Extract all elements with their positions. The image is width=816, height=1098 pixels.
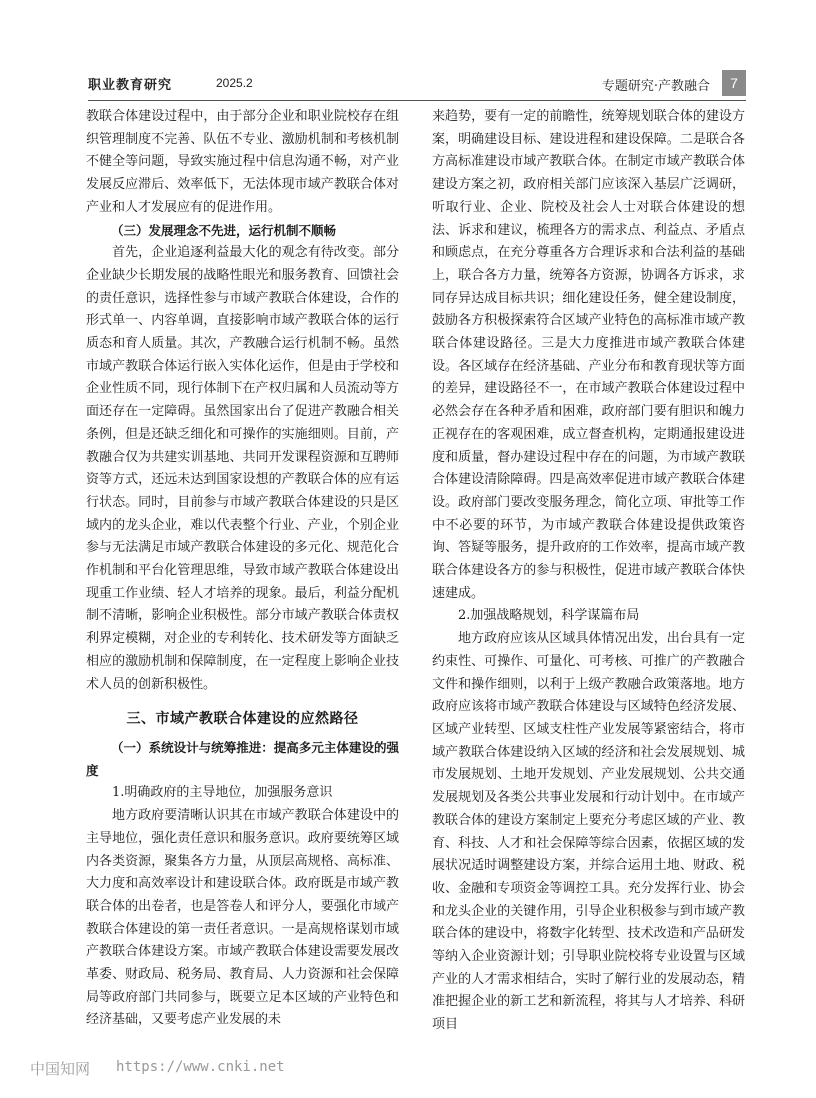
sub-subsection-heading: 1.明确政府的主导地位，加强服务意识 xyxy=(112,785,333,801)
section-title: 专题研究·产教融合 xyxy=(601,79,710,94)
section-heading: 三、市域产教联合体建设的应然路径 xyxy=(126,711,359,728)
page-header xyxy=(88,72,746,98)
left-column xyxy=(86,106,399,1032)
right-column xyxy=(432,106,745,1037)
journal-name: 职业教育研究 xyxy=(88,78,173,93)
page-number: 7 xyxy=(722,70,746,96)
cnki-watermark: 中国知网 xyxy=(30,1060,91,1078)
subsection-heading: （一）系统设计与统筹推进：提高多元主体建设的强度 xyxy=(86,739,399,778)
sub-subsection-heading: 2.加强战略规划，科学谋篇布局 xyxy=(458,608,640,624)
paragraph: 地方政府要清晰认识其在市域产教联合体建设中的主导地位，强化责任意识和服务意识。政府要统筹区域内各类资源，聚集各方力量，从顶层高规格、高标准、大力度和高效率设计和建设联合体。政府既是市域产教联合体的出卷者，也是答卷人和评分人，要强化市域产教联合体建设的第一责任者意识。一是高规格谋划市域产教联合体建设方案。市域产教联合体建设需要发展改革委、财政局、税务局、教育局、人力资源和社会保障局等政府部门共同参与，既要立足本区域的产业特色和经济基础，又要考虑产业发展的未 xyxy=(86,808,399,1028)
header-divider xyxy=(88,100,746,101)
issue-number: 2025.2 xyxy=(216,76,253,90)
paragraph: 地方政府应该从区域具体情况出发，出台具有一定约束性、可操作、可量化、可考核、可推广的产教融合文件和操作细则，以利于上级产教融合政策落地。地方政府应该将市域产教联合体建设与区域特色经济发展、区域产业转型、区域支柱性产业发展等紧密结合，将市域产教联合体建设纳入区域的经济和社会发展规划、城市发展规划、土地开发规划、产业发展规划、公共交通发展规划及各类公共事业发展和行动计划中。在市域产教联合体的建设方案制定上要充分考虑区域的产业、教育、科技、人才和社会保障等综合因素，依据区域的发展状况适时调整建设方案，并综合运用土地、财政、税收、金融和专项资金等调控工具。充分发挥行业、协会和龙头企业的关键作用，引导企业积极参与到市域产教联合体的建设中，将数字化转型、技术改造和产品研发等纳入企业资源计划；引导职业院校将专业设置与区域产业的人才需求相结合，实时了解行业的发展动态，精准把握企业的新工艺和新流程，将其与人才培养、科研项目 xyxy=(432,631,745,1033)
cnki-url[interactable]: https://www.cnki.net xyxy=(116,1059,285,1075)
paragraph: 首先，企业追逐利益最大化的观念有待改变。部分企业缺少长期发展的战略性眼光和服务教育、回馈社会的责任意识，选择性参与市域产教联合体建设，合作的形式单一、内容单调，直接影响市域产教联合体的运行质态和育人质量。其次，产教融合运行机制不畅。虽然市域产教联合体运行嵌入实体化运作，但是由于学校和企业性质不同，现行体制下在产权归属和人员流动等方面还存在一定障碍。虽然国家出台了促进产教融合相关条例，但是还缺乏细化和可操作的实施细则。目前，产教融合仅为共建实训基地、共同开发课程资源和互聘师资等方式，还远未达到国家设想的产教联合体的应有运行状态。同时，目前参与市域产教联合体建设的只是区域内的龙头企业，难以代表整个行业、产业，个别企业参与无法满足市域产教联合体建设的多元化、规范化合作机制和平台化管理思维，导致市域产教联合体建设出现重工作业绩、轻人才培养的现象。最后，利益分配机制不清晰，影响企业积极性。部分市域产教联合体责权利界定模糊，对企业的专利转化、技术研发等方面缺乏相应的激励机制和保障制度，在一定程度上影响企业技术人员的创新积极性。 xyxy=(86,245,399,692)
subsection-heading: （三）发展理念不先进，运行机制不顺畅 xyxy=(111,222,337,238)
paragraph: 来趋势，要有一定的前瞻性，统筹规划联合体的建设方案，明确建设目标、建设进程和建设保障。二是联合各方高标准建设市域产教联合体。在制定市域产教联合体建设方案之初，政府相关部门应该深入基层广泛调研，听取行业、企业、院校及社会人士对联合体建设的想法、诉求和建议，梳理各方的需求点、利益点、矛盾点和顾虑点，在充分尊重各方合理诉求和合法利益的基础上，联合各方力量，统筹各方资源，协调各方诉求，求同存异达成目标共识；细化建设任务，健全建设制度，鼓励各方积极探索符合区域产业特色的高标准市域产教联合体建设路径。三是大力度推进市域产教联合体建设。各区域存在经济基础、产业分布和教育现状等方面的差异，建设路径不一，在市域产教联合体建设过程中必然会存在各种矛盾和困难，政府部门要有胆识和魄力正视存在的客观困难，成立督查机构，定期通报建设进度和质量，督办建设过程中存在的问题，为市域产教联合体建设清除障碍。四是高效率促进市域产教联合体建设。政府部门要改变服务理念，简化立项、审批等工作中不必要的环节，为市域产教联合体建设提供政策咨询、答疑等服务，提升政府的工作效率，提高市域产教联合体建设各方的参与积极性，促进市域产教联合体快速建成。 xyxy=(432,109,745,601)
paragraph: 教联合体建设过程中，由于部分企业和职业院校存在组织管理制度不完善、队伍不专业、激励机制和考核机制不健全等问题，导致实施过程中信息沟通不畅，对产业发展反应滞后、效率低下，无法体现市域产教联合体对产业和人才发展应有的促进作用。 xyxy=(86,109,399,215)
